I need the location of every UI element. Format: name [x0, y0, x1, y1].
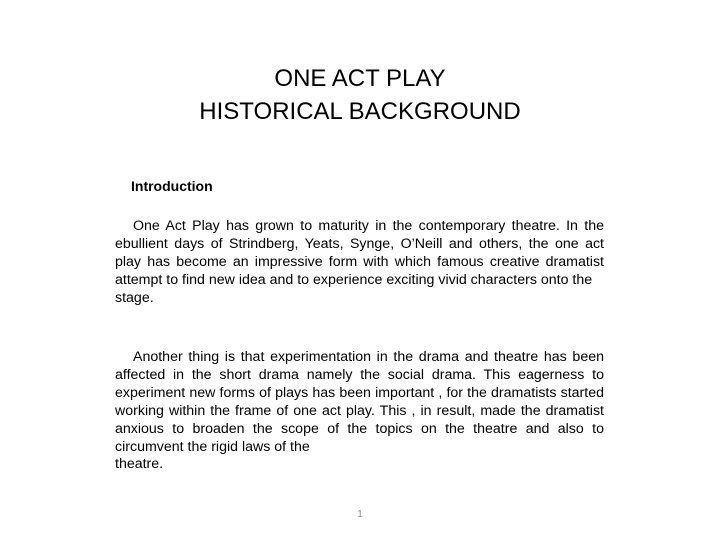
paragraph-2: Another thing is that experimentation in the drama and theatre has been affected in the short drama namely the social drama. This eagerness to experiment new forms of plays has been important , for the dramatists started working within the frame of one act play. This , in result, made the dramatist anxious to broaden the scope of the topics on the theatre and also to circumvent the rigid laws of the theatre.	[115, 349, 604, 473]
slide-title	[60, 62, 660, 128]
paragraph-1: One Act Play has grown to maturity in the contemporary theatre. In the ebullient days of Strindberg, Yeats, Synge, O’Neill and others, the one act play has become an impressive form with which famous creative dramatist attempt to find new idea and to experience exciting vivid characters onto the stage.	[115, 218, 604, 306]
section-heading: Introduction	[131, 178, 213, 194]
page-number: 1	[357, 509, 363, 520]
title-line-1: ONE ACT PLAY	[274, 65, 446, 92]
title-line-2: HISTORICAL BACKGROUND	[199, 98, 521, 125]
